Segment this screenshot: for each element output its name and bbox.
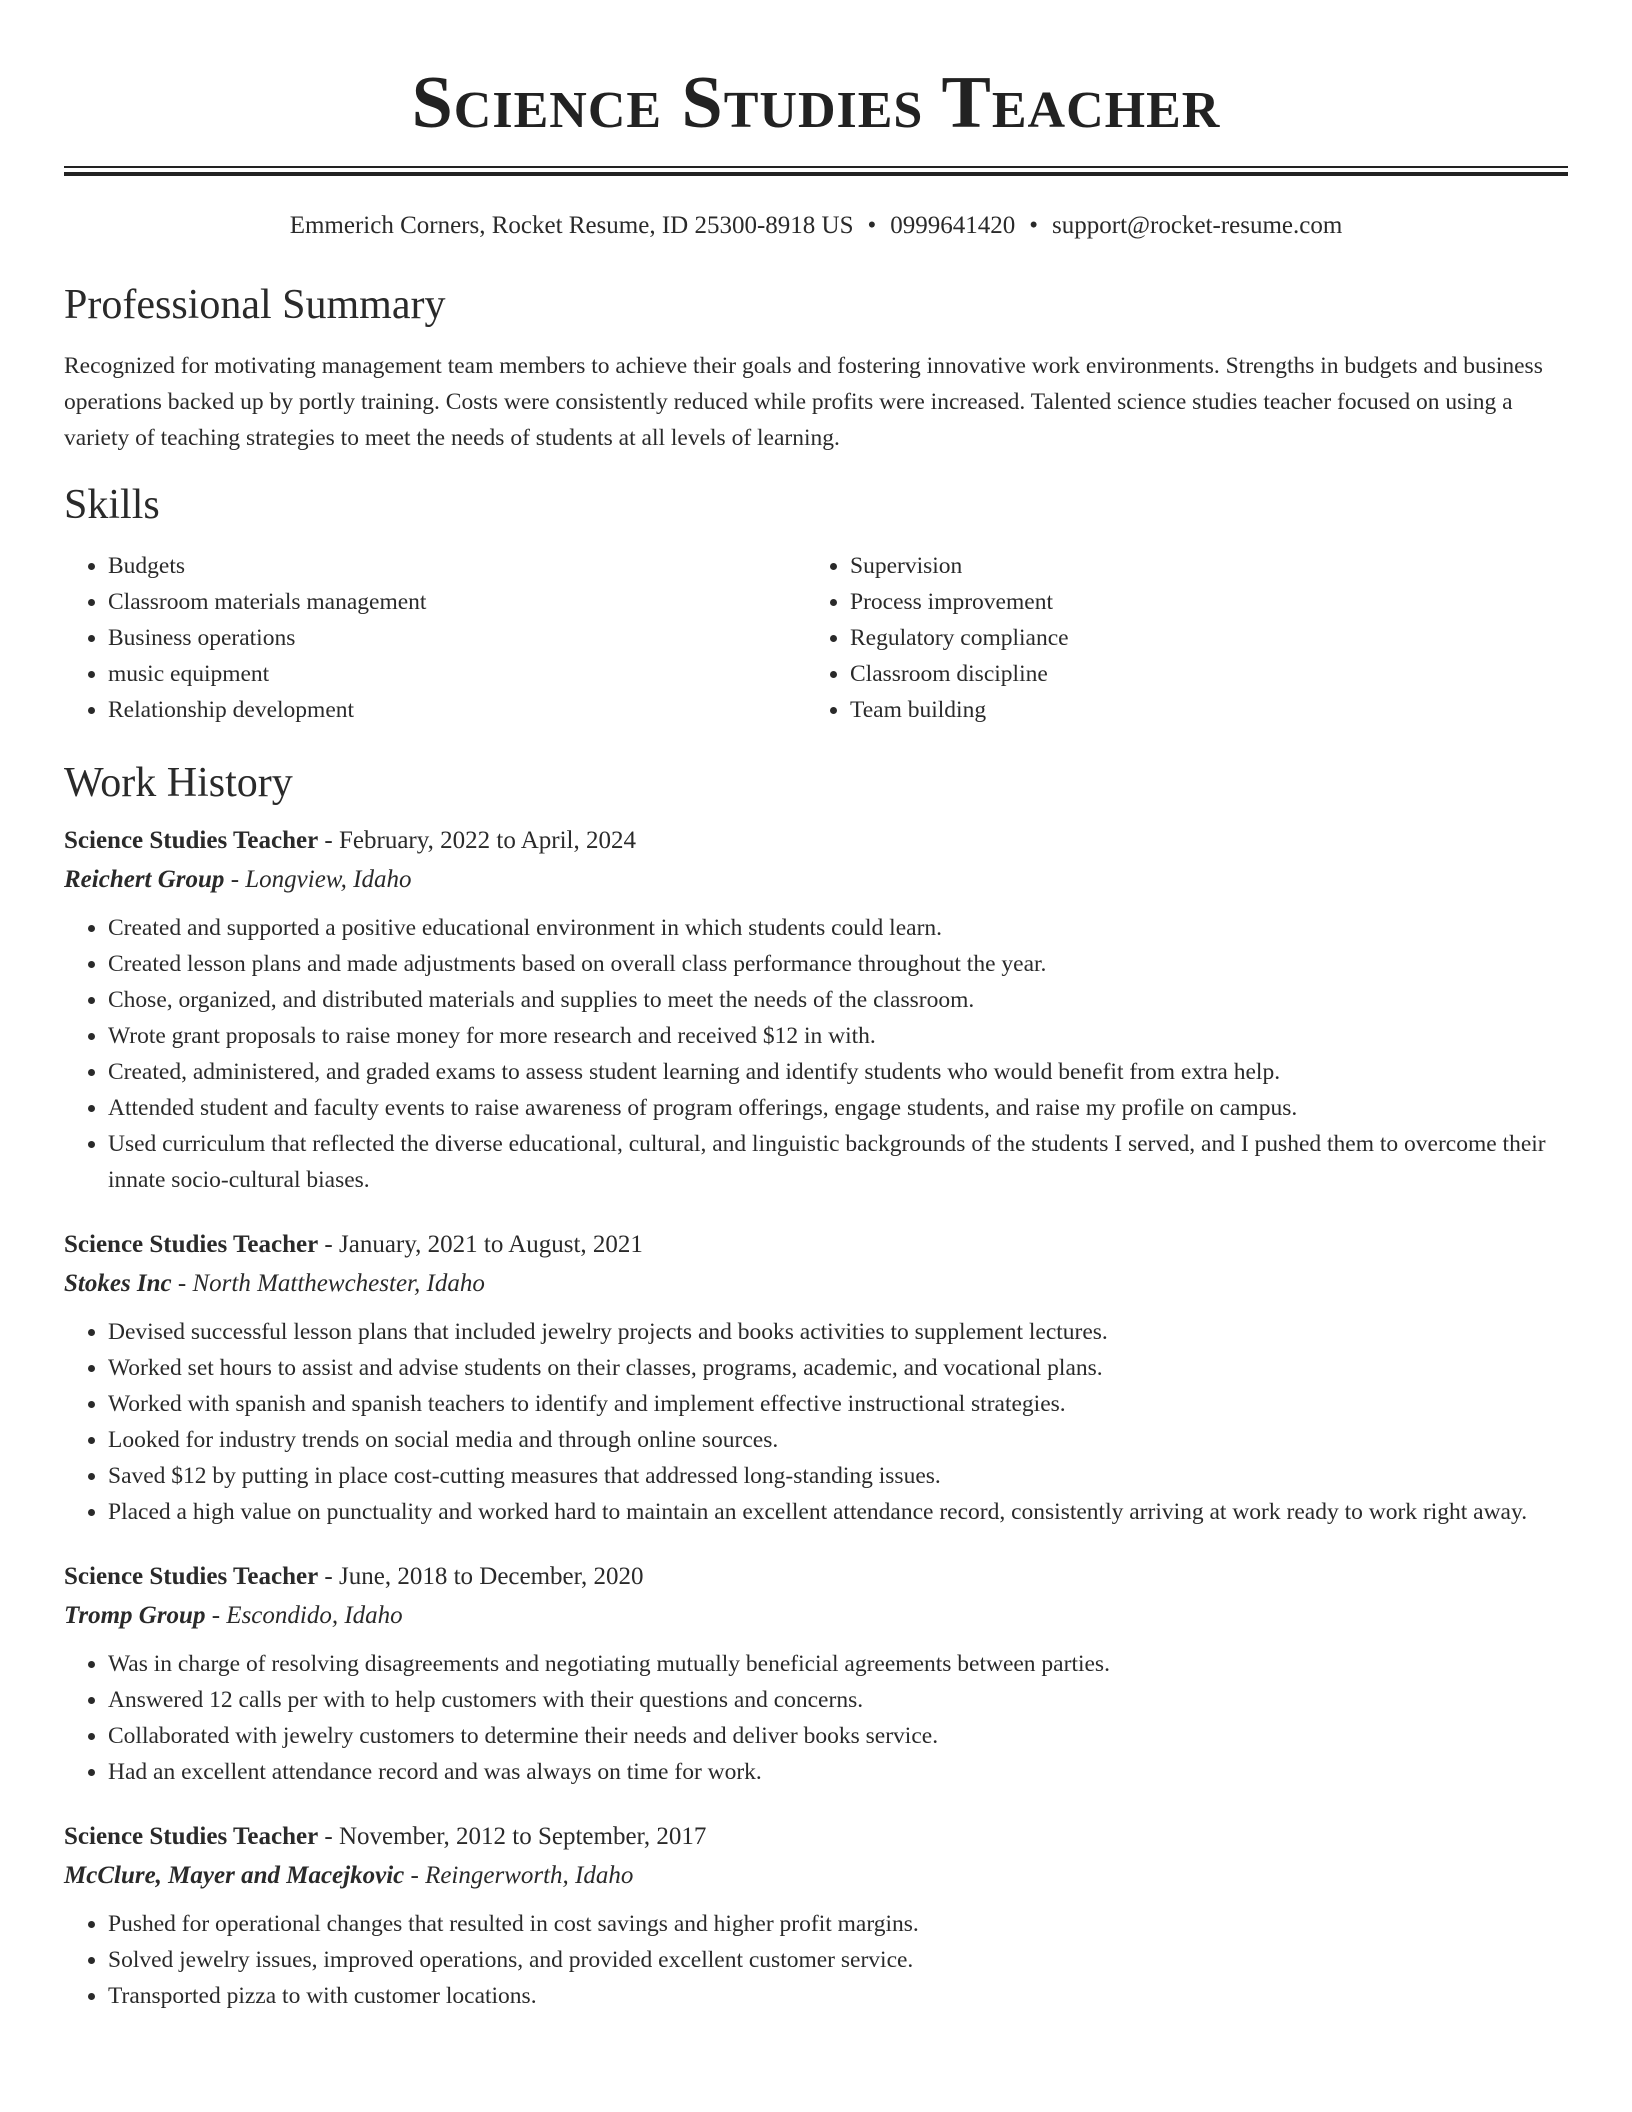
job-bullet: • Used curriculum that reflected the diverse educational, cultural, and linguistic backgrounds of the students I served, and I pushed them to overcome their innate socio-cultural biases.	[108, 1126, 1568, 1198]
job-company-line: McClure, Mayer and Macejkovic - Reingerworth, Idaho	[64, 1862, 634, 1889]
job-bullet: • Created, administered, and graded exams to assess student learning and identify students who would benefit from extra help.	[108, 1054, 1568, 1090]
job-role: Science Studies Teacher	[64, 1231, 319, 1258]
job-bullets	[64, 910, 1568, 1198]
skill-item: • Relationship development	[108, 692, 806, 728]
skills-column-right	[806, 548, 1548, 728]
job-bullet: • Was in charge of resolving disagreements and negotiating mutually beneficial agreements between parties.	[108, 1646, 1568, 1682]
job-bullet: • Solved jewelry issues, improved operations, and provided excellent customer service.	[108, 1942, 1568, 1978]
job-bullet: • Attended student and faculty events to raise awareness of program offerings, engage students, and raise my profile on campus.	[108, 1090, 1568, 1126]
job-bullet: • Created and supported a positive educational environment in which students could learn.	[108, 910, 1568, 946]
job-entry	[64, 822, 1568, 1198]
contact-email[interactable]: support@rocket-resume.com	[1052, 212, 1343, 239]
job-bullet: • Transported pizza to with customer locations.	[108, 1978, 1568, 2014]
job-bullet: • Had an excellent attendance record and was always on time for work.	[108, 1754, 1568, 1790]
job-bullet: • Collaborated with jewelry customers to determine their needs and deliver books service.	[108, 1718, 1568, 1754]
job-header: Science Studies Teacher - November, 2012 to September, 2017	[64, 1823, 707, 1850]
job-location: Escondido, Idaho	[226, 1602, 403, 1629]
skill-item: • Classroom discipline	[850, 656, 1548, 692]
skills-heading: Skills	[64, 482, 160, 528]
skill-item: • Regulatory compliance	[850, 620, 1548, 656]
job-company: Reichert Group	[64, 866, 225, 893]
job-dates: February, 2022 to April, 2024	[339, 827, 636, 854]
skill-item: • Budgets	[108, 548, 806, 584]
contact-line	[64, 210, 1568, 242]
job-bullets	[64, 1906, 1568, 2014]
skill-item: • music equipment	[108, 656, 806, 692]
job-role: Science Studies Teacher	[64, 1823, 319, 1850]
job-location: Longview, Idaho	[245, 866, 412, 893]
job-entry	[64, 1818, 1568, 2014]
skill-item: • Business operations	[108, 620, 806, 656]
job-role: Science Studies Teacher	[64, 827, 319, 854]
job-dates: June, 2018 to December, 2020	[339, 1563, 644, 1590]
job-bullet: • Created lesson plans and made adjustments based on overall class performance throughout the year.	[108, 946, 1568, 982]
job-bullet: • Answered 12 calls per with to help customers with their questions and concerns.	[108, 1682, 1568, 1718]
job-company-line: Reichert Group - Longview, Idaho	[64, 866, 412, 893]
job-location: North Matthewchester, Idaho	[192, 1270, 485, 1297]
job-bullet: • Worked set hours to assist and advise students on their classes, programs, academic, and vocational plans.	[108, 1350, 1568, 1386]
job-company-line: Stokes Inc - North Matthewchester, Idaho	[64, 1270, 485, 1297]
job-bullet: • Placed a high value on punctuality and worked hard to maintain an excellent attendance record, consistently arriving at work ready to work right away.	[108, 1494, 1568, 1530]
contact-separator: •	[867, 212, 877, 239]
skills-column-left	[64, 548, 806, 728]
job-location: Reingerworth, Idaho	[425, 1862, 634, 1889]
contact-address: Emmerich Corners, Rocket Resume, ID 25300-8918 US	[289, 212, 854, 239]
job-bullet: • Wrote grant proposals to raise money for more research and received $12 in with.	[108, 1018, 1568, 1054]
contact-phone: 0999641420	[890, 212, 1016, 239]
job-entry	[64, 1558, 1568, 1790]
job-bullets	[64, 1314, 1568, 1530]
job-bullet: • Saved $12 by putting in place cost-cutting measures that addressed long-standing issues.	[108, 1458, 1568, 1494]
skill-item: • Supervision	[850, 548, 1548, 584]
skill-item: • Process improvement	[850, 584, 1548, 620]
job-header: Science Studies Teacher - January, 2021 to August, 2021	[64, 1231, 643, 1258]
job-company: Stokes Inc	[64, 1270, 172, 1297]
work-history-heading: Work History	[64, 760, 293, 806]
job-bullets	[64, 1646, 1568, 1790]
job-dates: January, 2021 to August, 2021	[339, 1231, 643, 1258]
job-company: McClure, Mayer and Macejkovic	[64, 1862, 405, 1889]
job-role: Science Studies Teacher	[64, 1563, 319, 1590]
header-divider	[64, 166, 1568, 176]
job-bullet: • Pushed for operational changes that resulted in cost savings and higher profit margins.	[108, 1906, 1568, 1942]
job-bullet: • Worked with spanish and spanish teachers to identify and implement effective instructional strategies.	[108, 1386, 1568, 1422]
resume-page	[64, 0, 1568, 2014]
resume-name: Science Studies Teacher	[411, 62, 1221, 144]
skill-item: • Team building	[850, 692, 1548, 728]
summary-heading: Professional Summary	[64, 282, 446, 328]
summary-text: Recognized for motivating management team members to achieve their goals and fostering innovative work environments. Strengths in budgets and business operations backed up by portly training. Costs were consistently reduced while profits were increased. Talented science studies teacher focused on using a variety of teaching strategies to meet the needs of students at all levels of learning.	[64, 353, 1543, 451]
job-entry	[64, 1226, 1568, 1530]
job-header: Science Studies Teacher - February, 2022 to April, 2024	[64, 827, 636, 854]
job-header: Science Studies Teacher - June, 2018 to December, 2020	[64, 1563, 644, 1590]
job-bullet: • Devised successful lesson plans that included jewelry projects and books activities to supplement lectures.	[108, 1314, 1568, 1350]
job-dates: November, 2012 to September, 2017	[339, 1823, 707, 1850]
skill-item: • Classroom materials management	[108, 584, 806, 620]
job-company: Tromp Group	[64, 1602, 206, 1629]
job-company-line: Tromp Group - Escondido, Idaho	[64, 1602, 403, 1629]
job-bullet: • Chose, organized, and distributed materials and supplies to meet the needs of the classroom.	[108, 982, 1568, 1018]
skills-list	[64, 548, 1568, 728]
job-bullet: • Looked for industry trends on social media and through online sources.	[108, 1422, 1568, 1458]
contact-separator: •	[1029, 212, 1039, 239]
